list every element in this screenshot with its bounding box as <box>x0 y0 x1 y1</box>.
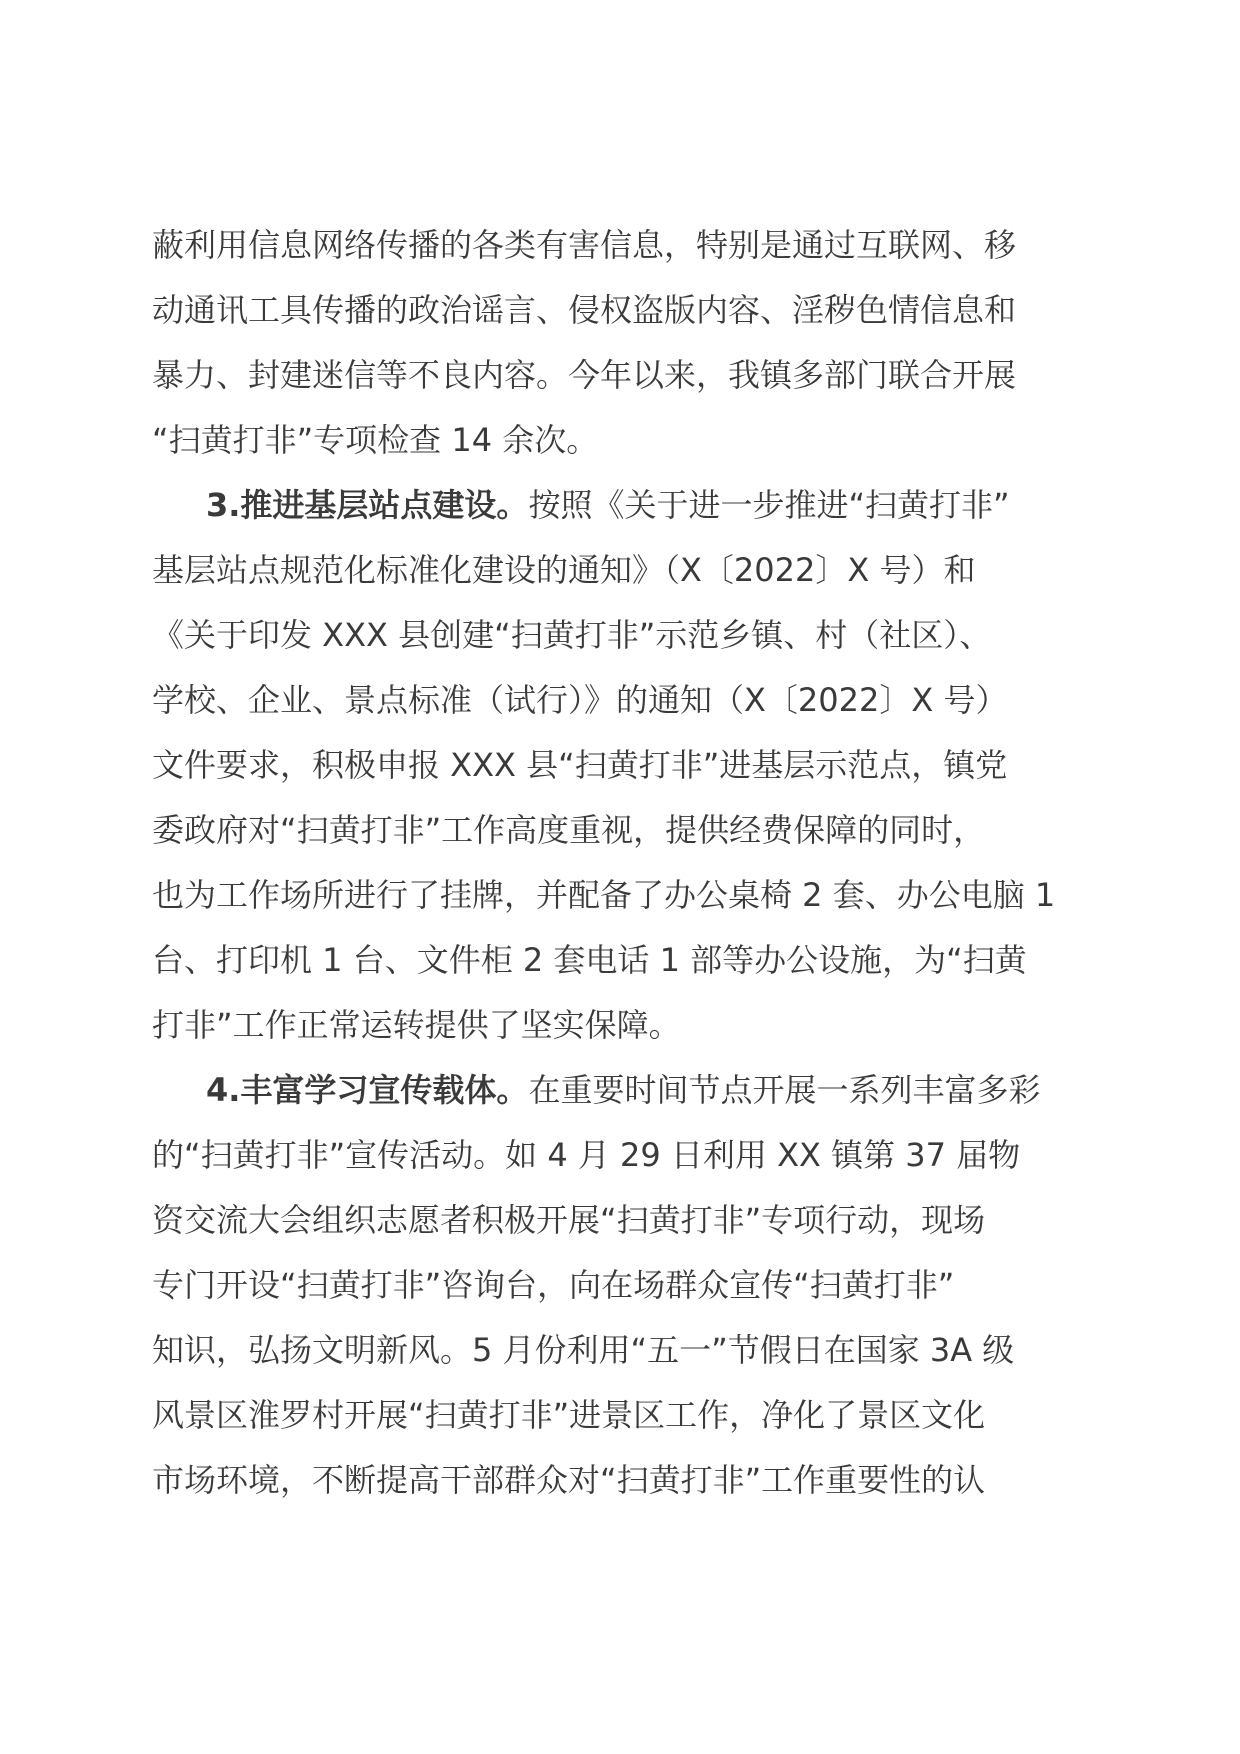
paragraph-1-line-4: “扫黄打非”专项检查 14 余次。 <box>152 421 599 459</box>
paragraph-3-first-line <box>152 1058 1092 1123</box>
paragraph-2-line-9: 打非”工作正常运转提供了坚实保障。 <box>152 1006 681 1044</box>
paragraph-2-line-8: 台、打印机 1 台、文件柜 2 套电话 1 部等办公设施，为“扫黄 <box>152 941 1027 979</box>
paragraph-3-heading: 4.丰富学习宣传载体。 <box>206 1071 529 1109</box>
paragraph-1-line-2: 动通讯工具传播的政治谣言、侵权盗版内容、淫秽色情信息和 <box>152 291 1017 329</box>
paragraph-3-first-line-text: 在重要时间节点开展一系列丰富多彩 <box>528 1071 1041 1109</box>
paragraph-1-line-1: 蔽利用信息网络传播的各类有害信息，特别是通过互联网、移 <box>152 226 1017 264</box>
paragraph-2-line-3: 《关于印发 XXX 县创建“扫黄打非”示范乡镇、村（社区）、 <box>152 616 992 654</box>
paragraph-2-line-5: 文件要求，积极申报 XXX 县“扫黄打非”进基层示范点，镇党 <box>152 746 1008 784</box>
paragraph-1-line-3: 暴力、封建迷信等不良内容。今年以来，我镇多部门联合开展 <box>152 356 1017 394</box>
paragraph-3-line-4: 专门开设“扫黄打非”咨询台，向在场群众宣传“扫黄打非” <box>152 1266 955 1304</box>
paragraph-3-line-6: 风景区淮罗村开展“扫黄打非”进景区工作，净化了景区文化 <box>152 1396 986 1434</box>
paragraph-2-first-line-text: 按照《关于进一步推进“扫黄打非” <box>528 486 1010 524</box>
paragraph-3-line-7: 市场环境，不断提高干部群众对“扫黄打非”工作重要性的认 <box>152 1461 986 1499</box>
paragraph-3-line-5: 知识，弘扬文明新风。5 月份利用“五一”节假日在国家 3A 级 <box>152 1331 1015 1369</box>
paragraph-2-line-7: 也为工作场所进行了挂牌，并配备了办公桌椅 2 套、办公电脑 1 <box>152 876 1056 914</box>
paragraph-2-line-6: 委政府对“扫黄打非”工作高度重视，提供经费保障的同时， <box>152 811 986 849</box>
paragraph-2-line-2: 基层站点规范化标准化建设的通知》（X〔2022〕X 号）和 <box>152 551 976 589</box>
paragraph-2-line-4: 学校、企业、景点标准（试行）》的通知（X〔2022〕X 号） <box>152 681 1008 719</box>
paragraph-2-first-line <box>152 473 1092 538</box>
paragraph-2-heading: 3.推进基层站点建设。 <box>206 486 529 524</box>
paragraph-3-line-2: 的“扫黄打非”宣传活动。如 4 月 29 日利用 XX 镇第 37 届物 <box>152 1136 1021 1174</box>
paragraph-3-line-3: 资交流大会组织志愿者积极开展“扫黄打非”专项行动，现场 <box>152 1201 986 1239</box>
body-text <box>152 213 1092 1513</box>
